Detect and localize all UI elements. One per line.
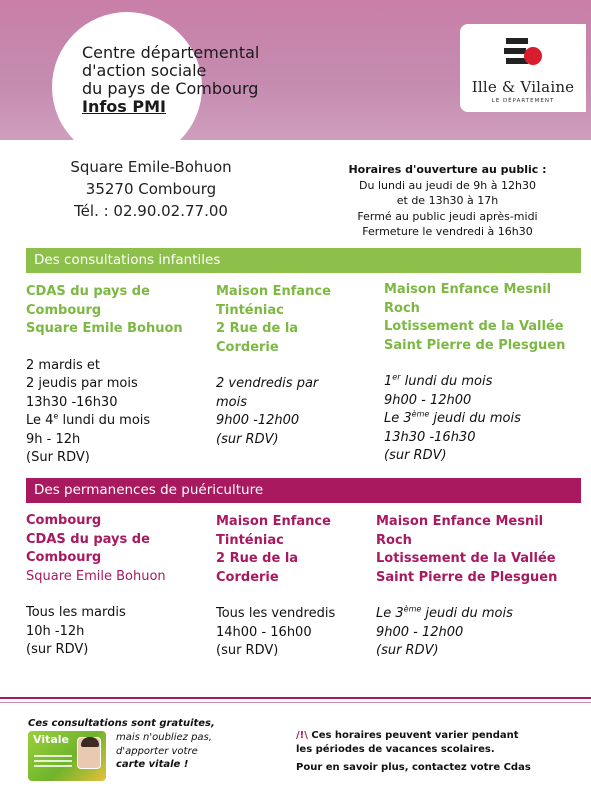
location-address: Saint Pierre de Plesguen	[384, 337, 566, 353]
hours-line: Fermeture le vendredi à 16h30	[362, 225, 533, 238]
address-phone: Tél. : 02.90.02.77.00	[74, 202, 228, 220]
consultation-col-tinteniac	[216, 283, 376, 449]
location-address: Saint Pierre de Plesguen	[376, 569, 558, 585]
card-lines	[34, 755, 72, 757]
card-label: Vitale	[33, 733, 70, 746]
footer-divider	[0, 697, 591, 699]
location-address: Lotissement de la Vallée	[384, 319, 564, 334]
schedule-line: Le 3ème jeudi du mois	[384, 409, 521, 426]
title-line-1: Centre départemental	[82, 43, 260, 62]
card-reminder-line: d'apporter votre	[116, 745, 198, 757]
consultation-col-mesnil-roch	[384, 281, 584, 466]
schedule-line: (sur RDV)	[216, 431, 279, 447]
subtitle-infos-pmi: Infos PMI	[82, 97, 166, 116]
schedule-line: 9h00 - 12h00	[384, 392, 472, 408]
schedule-line: Le 3ème jeudi du mois	[376, 604, 513, 621]
hours-line: Fermé au public jeudi après-midi	[357, 209, 538, 223]
logo	[460, 24, 586, 112]
schedule-line: mois	[216, 394, 248, 410]
location-title: Maison Enfance Mesnil	[384, 282, 552, 297]
card-reminder-line: carte vitale !	[116, 759, 189, 770]
location-address: Square Emile Bohuon	[26, 321, 183, 336]
address-block	[56, 156, 246, 222]
location-title: Combourg	[26, 550, 102, 565]
location-title: Maison Enfance	[216, 284, 331, 299]
schedule-line: Le 4e lundi du mois	[26, 411, 151, 428]
schedule-line: (sur RDV)	[26, 642, 89, 657]
location-address: Corderie	[216, 569, 279, 585]
schedule-line: 2 mardis et	[26, 357, 101, 373]
hours-line: et de 13h30 à 17h	[396, 194, 499, 207]
card-photo-hair	[81, 737, 99, 747]
warning-line: /!\ Ces horaires peuvent varier pendant	[296, 730, 519, 741]
schedule-line: (sur RDV)	[376, 643, 439, 658]
location-address: 2 Rue de la	[216, 321, 299, 336]
permanence-col-tinteniac	[216, 513, 376, 661]
carte-vitale-image	[28, 731, 106, 781]
schedule-line: Tous les vendredis	[216, 606, 336, 621]
page-title	[82, 44, 342, 116]
section-heading-consultations: Des consultations infantiles	[26, 248, 581, 273]
location-address: Square Emile Bohuon	[26, 568, 166, 584]
location-title: CDAS du pays de	[26, 284, 150, 299]
location-title: CDAS du pays de	[26, 531, 150, 547]
footer-divider	[0, 702, 591, 703]
consultation-col-cdas	[26, 283, 211, 468]
location-address: Lotissement de la Vallée	[376, 551, 556, 566]
schedule-line: 9h00 - 12h00	[376, 624, 464, 640]
address-city: 35270 Combourg	[85, 180, 217, 198]
schedule-warning	[296, 729, 531, 775]
schedule-line: (Sur RDV)	[26, 450, 90, 465]
opening-hours	[330, 162, 565, 240]
location-title: Combourg	[26, 302, 102, 318]
title-line-2: d'action sociale	[82, 61, 207, 80]
hours-title: Horaires d'ouverture au public :	[348, 163, 547, 176]
schedule-line: (sur RDV)	[384, 448, 447, 463]
location-address: 2 Rue de la	[216, 551, 299, 566]
logo-subtitle: LE DÉPARTEMENT	[491, 98, 555, 104]
schedule-line: 2 jeudis par mois	[26, 376, 138, 391]
warning-icon: /!\	[296, 730, 308, 741]
card-reminder-line: mais n'oubliez pas,	[116, 732, 212, 743]
schedule-line: 13h30 -16h30	[384, 429, 476, 445]
schedule-line: 2 vendredis par	[216, 376, 319, 391]
hours-line: Du lundi au jeudi de 9h à 12h30	[359, 178, 536, 192]
schedule-line: Tous les mardis	[26, 605, 126, 620]
free-consultations-note	[28, 717, 215, 730]
location-address: Corderie	[216, 339, 279, 355]
ille-et-vilaine-logo-icon	[502, 36, 546, 76]
location-title: Roch	[384, 300, 420, 316]
schedule-line: 13h30 -16h30	[26, 394, 118, 410]
warning-line: les périodes de vacances scolaires.	[296, 744, 495, 755]
schedule-line: 9h - 12h	[26, 431, 81, 447]
contact-line: Pour en savoir plus, contactez votre Cdas	[296, 762, 531, 773]
schedule-line: (sur RDV)	[216, 643, 279, 658]
location-title: Combourg	[26, 513, 102, 528]
card-reminder	[116, 731, 212, 772]
permanence-col-cdas	[26, 512, 211, 660]
permanence-col-mesnil-roch	[376, 513, 581, 661]
location-title: Tinténiac	[216, 302, 284, 318]
address-street: Square Emile-Bohuon	[70, 158, 232, 176]
free-text: Ces consultations sont gratuites,	[28, 718, 215, 729]
schedule-line: 14h00 - 16h00	[216, 624, 312, 640]
schedule-line: 9h00 -12h00	[216, 413, 300, 428]
logo-name: Ille & Vilaine	[471, 78, 575, 96]
location-title: Maison Enfance	[216, 514, 331, 529]
location-title: Maison Enfance Mesnil	[376, 514, 544, 529]
schedule-line: 1er lundi du mois	[384, 372, 493, 389]
location-title: Tinténiac	[216, 532, 284, 548]
location-title: Roch	[376, 532, 412, 548]
title-line-3: du pays de Combourg	[82, 79, 259, 98]
schedule-line: 10h -12h	[26, 623, 85, 639]
section-heading-permanences: Des permanences de puériculture	[26, 478, 581, 503]
